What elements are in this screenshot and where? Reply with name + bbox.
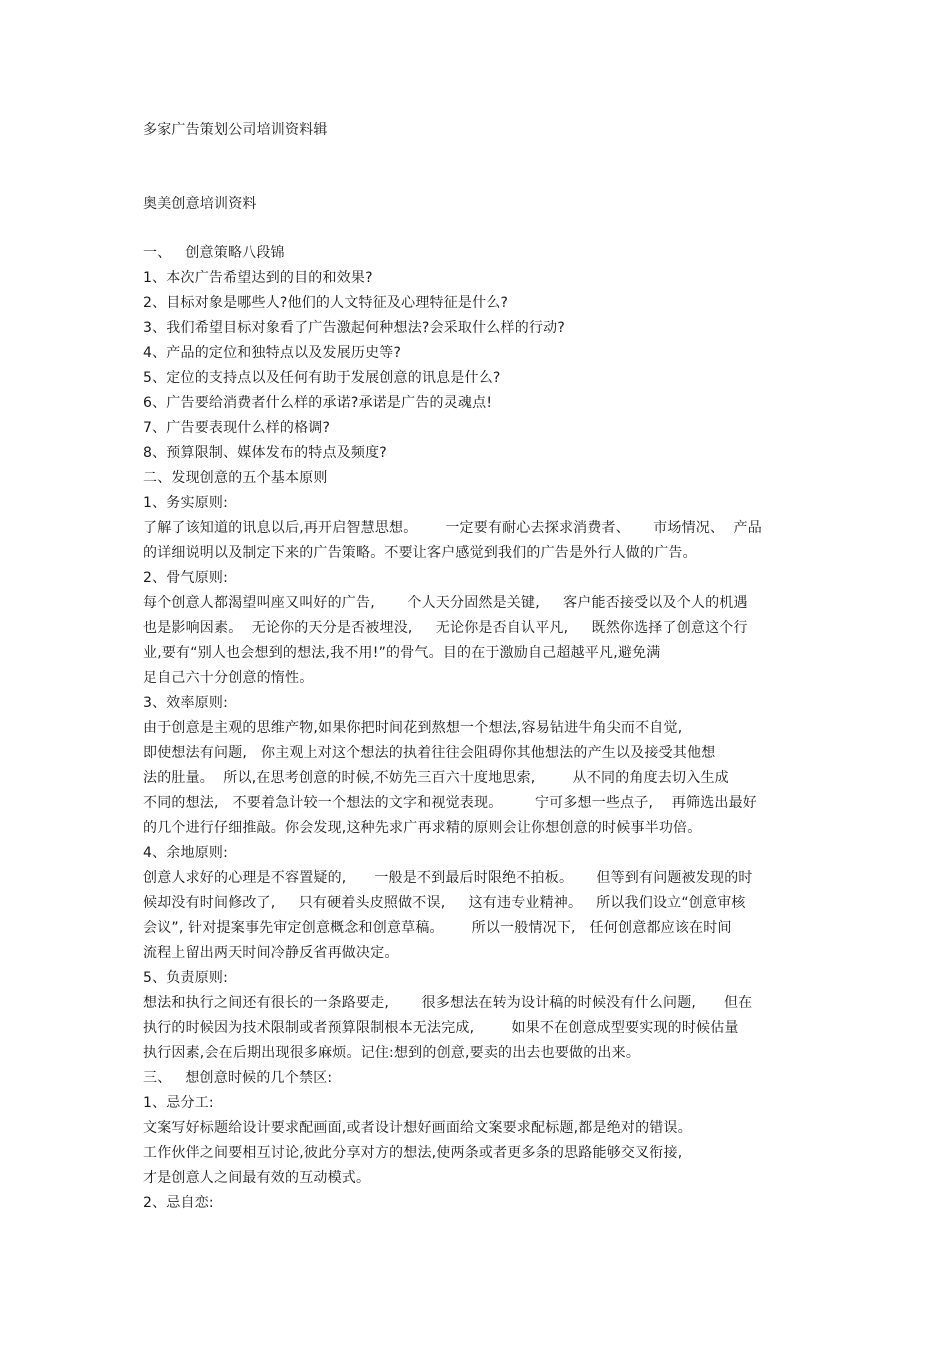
text-line: 不同的想法, 不要着急计较一个想法的文字和视觉表现。 宁可多想一些点子, 再筛选出最好 — [143, 795, 758, 811]
text-line: 流程上留出两天时间冷静反省再做决定。 — [143, 945, 399, 961]
text-line: 1、务实原则: — [143, 495, 229, 511]
text-line: 5、负责原则: — [143, 970, 229, 986]
text-line: 2、骨气原则: — [143, 570, 229, 586]
text-line: 2、目标对象是哪些人?他们的人文特征及心理特征是什么? — [143, 295, 509, 311]
text-line: 创意人求好的心理是不容置疑的, 一般是不到最后时限绝不拍板。 但等到有问题被发现的时 — [143, 870, 753, 886]
text-line: 3、我们希望目标对象看了广告激起何种想法?会采取什么样的行动? — [143, 320, 565, 336]
text-line: 5、定位的支持点以及任何有助于发展创意的讯息是什么? — [143, 370, 501, 386]
text-line: 1、本次广告希望达到的目的和效果? — [143, 270, 373, 286]
text-line: 会议”, 针对提案事先审定创意概念和创意草稿。 所以一般情况下, 任何创意都应该在时间 — [143, 920, 732, 936]
text-line: 候却没有时间修改了, 只有硬着头皮照做不误, 这有违专业精神。 所以我们设立“创意审核 — [143, 895, 746, 911]
text-line: 执行因素,会在后期出现很多麻烦。记住:想到的创意,要卖的出去也要做的出来。 — [143, 1045, 641, 1061]
text-line: 8、预算限制、媒体发布的特点及频度? — [143, 445, 387, 461]
text-line: 的几个进行仔细推敲。你会发现,这种先求广再求精的原则会让你想创意的时候事半功倍。 — [143, 820, 702, 836]
text-line: 文案写好标题给设计要求配画面,或者设计想好画面给文案要求配标题,都是绝对的错误。 — [143, 1120, 692, 1136]
text-line: 2、忌自恋: — [143, 1195, 214, 1211]
document-title: 多家广告策划公司培训资料辑 — [143, 122, 328, 138]
text-line: 4、产品的定位和独特点以及发展历史等? — [143, 345, 402, 361]
text-line: 的详细说明以及制定下来的广告策略。不要让客户感觉到我们的广告是外行人做的广告。 — [143, 545, 697, 561]
text-line: 工作伙伴之间要相互讨论,彼此分享对方的想法,使两条或者更多条的思路能够交叉衔接, — [143, 1145, 683, 1161]
text-line: 由于创意是主观的思维产物,如果你把时间花到熬想一个想法,容易钻进牛角尖而不自觉, — [143, 720, 683, 736]
text-line: 二、发现创意的五个基本原则 — [143, 470, 328, 486]
text-line: 即使想法有问题, 你主观上对这个想法的执着往往会阻碍你其他想法的产生以及接受其他想 — [143, 745, 716, 761]
text-line: 每个创意人都渴望叫座又叫好的广告, 个人天分固然是关键, 客户能否接受以及个人的机遇 — [143, 595, 748, 611]
text-line: 才是创意人之间最有效的互动模式。 — [143, 1170, 371, 1186]
text-line: 4、余地原则: — [143, 845, 229, 861]
text-line: 想法和执行之间还有很长的一条路要走, 很多想法在转为设计稿的时候没有什么问题, 但在 — [143, 995, 753, 1011]
text-line: 三、 想创意时候的几个禁区: — [143, 1070, 333, 1086]
text-line: 1、忌分工: — [143, 1095, 214, 1111]
text-line: 了解了该知道的讯息以后,再开启智慧思想。 一定要有耐心去探求消费者、 市场情况、 产品 — [143, 520, 762, 536]
text-line: 业,要有“别人也会想到的想法,我不用!”的骨气。目的在于激励自己超越平凡,避免满 — [143, 645, 661, 661]
text-line: 法的肚量。 所以,在思考创意的时候,不妨先三百六十度地思索, 从不同的角度去切入生成 — [143, 770, 729, 786]
text-line: 6、广告要给消费者什么样的承诺?承诺是广告的灵魂点! — [143, 395, 493, 411]
section-title: 奥美创意培训资料 — [143, 196, 257, 212]
text-line: 足自己六十分创意的惰性。 — [143, 670, 314, 686]
text-line: 一、 创意策略八段锦 — [143, 245, 285, 261]
text-line: 3、效率原则: — [143, 695, 229, 711]
text-line: 7、广告要表现什么样的格调? — [143, 420, 331, 436]
text-line: 执行的时候因为技术限制或者预算限制根本无法完成, 如果不在创意成型要实现的时候估量 — [143, 1020, 739, 1036]
text-line: 也是影响因素。 无论你的天分是否被埋没, 无论你是否自认平凡, 既然你选择了创意这个行 — [143, 620, 748, 636]
